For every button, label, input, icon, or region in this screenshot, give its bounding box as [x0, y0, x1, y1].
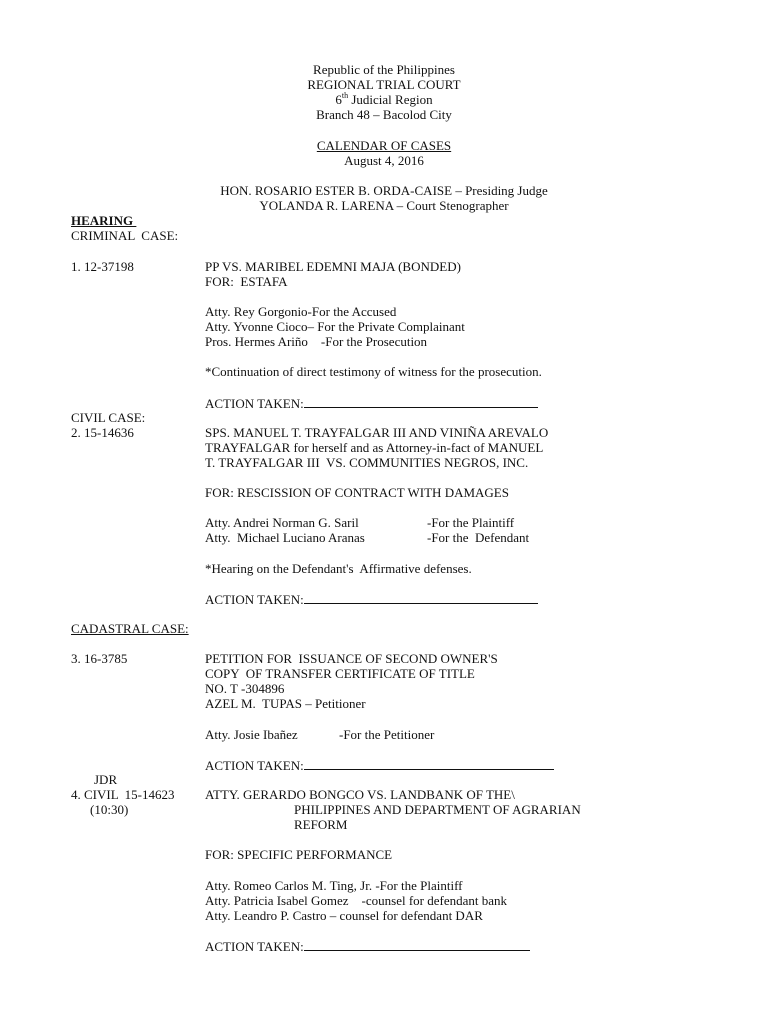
case4-action-taken [205, 938, 530, 954]
action-taken-blank [304, 395, 538, 408]
calendar-title-row [0, 138, 768, 153]
calendar-date: August 4, 2016 [344, 153, 424, 168]
case4-counsel-bank: Atty. Patricia Isabel Gomez -counsel for defendant bank [205, 893, 508, 908]
case4-number: 4. CIVIL 15-14623 [71, 787, 175, 802]
case2-defendant-counsel: Atty. Michael Luciano Aranas [205, 530, 365, 545]
action-taken-label: ACTION TAKEN: [205, 592, 304, 607]
section-civil: CIVIL CASE: [71, 410, 146, 425]
case2-for: FOR: RESCISSION OF CONTRACT WITH DAMAGES [205, 485, 509, 500]
case1-for: FOR: ESTAFA [205, 274, 288, 289]
action-taken-label: ACTION TAKEN: [205, 939, 304, 954]
case4-for: FOR: SPECIFIC PERFORMANCE [205, 847, 393, 862]
case2-note: *Hearing on the Defendant's Affirmative defenses. [205, 561, 472, 576]
action-taken-label: ACTION TAKEN: [205, 758, 304, 773]
header-branch: Branch 48 – Bacolod City [316, 107, 452, 122]
case2-title-line: TRAYFALGAR for herself and as Attorney-in-fact of MANUEL [205, 440, 544, 455]
case3-title-line: PETITION FOR ISSUANCE OF SECOND OWNER'S [205, 651, 498, 666]
header-republic: Republic of the Philippines [313, 62, 455, 77]
region-text: Judicial Region [348, 92, 433, 107]
court-stenographer: YOLANDA R. LARENA – Court Stenographer [259, 198, 509, 213]
case4-title-line: REFORM [294, 817, 348, 832]
section-criminal: CRIMINAL CASE: [71, 228, 179, 243]
case3-petitioner: AZEL M. TUPAS – Petitioner [205, 696, 366, 711]
action-taken-label: ACTION TAKEN: [205, 396, 304, 411]
case2-plaintiff-role: -For the Plaintiff [427, 515, 515, 530]
presiding-judge: HON. ROSARIO ESTER B. ORDA-CAISE – Presiding Judge [220, 183, 548, 198]
region-ordinal: th [341, 90, 349, 100]
case2-action-taken [205, 591, 538, 607]
header-court: REGIONAL TRIAL COURT [307, 77, 461, 92]
case1-note: *Continuation of direct testimony of witness for the prosecution. [205, 364, 542, 379]
case3-title-line: COPY OF TRANSFER CERTIFICATE OF TITLE [205, 666, 475, 681]
case4-counsel-plaintiff: Atty. Romeo Carlos M. Ting, Jr. -For the Plaintiff [205, 878, 463, 893]
case3-counsel: Atty. Josie Ibañez [205, 727, 298, 742]
case1-counsel-complainant: Atty. Yvonne Cioco– For the Private Complainant [205, 319, 465, 334]
action-taken-blank [304, 938, 530, 951]
section-cadastral: CADASTRAL CASE: [71, 621, 189, 636]
case4-counsel-dar: Atty. Leandro P. Castro – counsel for defendant DAR [205, 908, 483, 923]
case1-counsel-accused: Atty. Rey Gorgonio-For the Accused [205, 304, 397, 319]
action-taken-blank [304, 591, 538, 604]
region-number: 6 [335, 92, 342, 107]
case4-title-line: PHILIPPINES AND DEPARTMENT OF AGRARIAN [294, 802, 581, 817]
header-region [0, 92, 768, 107]
case4-title-line: ATTY. GERARDO BONGCO VS. LANDBANK OF THE\ [205, 787, 515, 802]
case1-counsel-prosecution: Pros. Hermes Ariño -For the Prosecution [205, 334, 428, 349]
case3-number: 3. 16-3785 [71, 651, 128, 666]
case1-number: 1. 12-37198 [71, 259, 134, 274]
case2-title-line: SPS. MANUEL T. TRAYFALGAR III AND VINIÑA AREVALO [205, 425, 549, 440]
section-hearing: HEARING [71, 213, 137, 228]
calendar-title: CALENDAR OF CASES [316, 138, 452, 153]
case3-counsel-role: -For the Petitioner [339, 727, 435, 742]
case4-time: (10:30) [90, 802, 129, 817]
case1-action-taken [205, 395, 538, 411]
case2-plaintiff-counsel: Atty. Andrei Norman G. Saril [205, 515, 359, 530]
case3-action-taken [205, 757, 554, 773]
case3-title-line: NO. T -304896 [205, 681, 285, 696]
case2-title-line: T. TRAYFALGAR III VS. COMMUNITIES NEGROS, INC. [205, 455, 529, 470]
case4-tag: JDR [94, 772, 118, 787]
case2-number: 2. 15-14636 [71, 425, 134, 440]
action-taken-blank [304, 757, 554, 770]
case2-defendant-role: -For the Defendant [427, 530, 530, 545]
case1-title: PP VS. MARIBEL EDEMNI MAJA (BONDED) [205, 259, 461, 274]
